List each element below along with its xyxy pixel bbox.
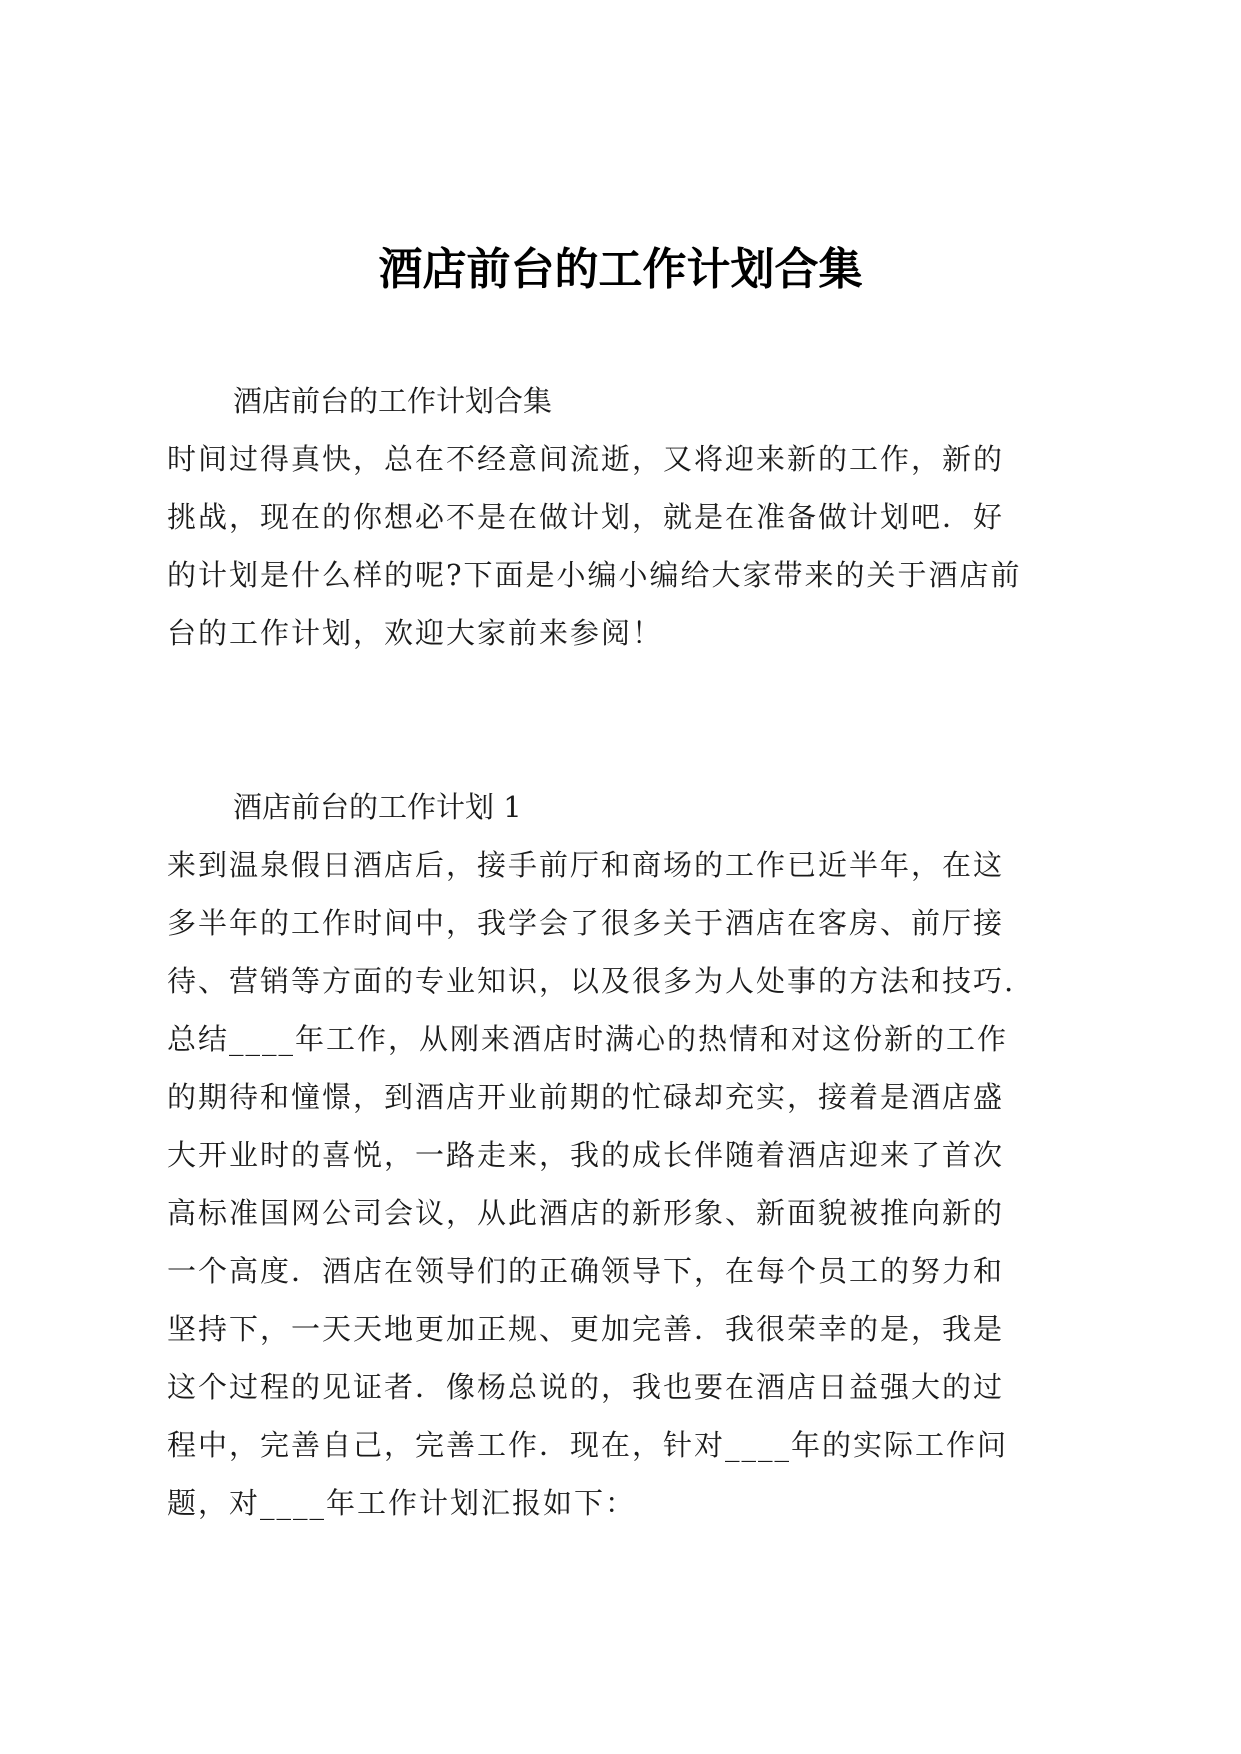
paragraph-line: 时间过得真快，总在不经意间流逝，又将迎来新的工作，新的 xyxy=(167,442,1005,476)
paragraph-line: 题，对____年工作计划汇报如下： xyxy=(167,1486,637,1520)
section-spacer xyxy=(167,662,1073,778)
paragraph-line: 高标准国网公司会议，从此酒店的新形象、新面貌被推向新的 xyxy=(167,1196,1005,1230)
section-heading: 酒店前台的工作计划 1 xyxy=(233,790,522,824)
document-body xyxy=(167,372,1073,1532)
paragraph-line: 总结____年工作，从刚来酒店时满心的热情和对这份新的工作 xyxy=(167,1022,1009,1056)
paragraph-line: 多半年的工作时间中，我学会了很多关于酒店在客房、前厅接 xyxy=(167,906,1005,940)
document-title: 酒店前台的工作计划合集 xyxy=(378,244,863,295)
paragraph-line: 来到温泉假日酒店后，接手前厅和商场的工作已近半年，在这 xyxy=(167,848,1005,882)
paragraph-line: 挑战，现在的你想必不是在做计划，就是在准备做计划吧．好 xyxy=(167,500,1005,534)
section-heading: 酒店前台的工作计划合集 xyxy=(233,384,553,418)
paragraph-line: 待、营销等方面的专业知识，以及很多为人处事的方法和技巧. xyxy=(167,964,1016,998)
paragraph-line: 坚持下，一天天地更加正规、更加完善．我很荣幸的是，我是 xyxy=(167,1312,1005,1346)
paragraph-line: 这个过程的见证者．像杨总说的，我也要在酒店日益强大的过 xyxy=(167,1370,1005,1404)
paragraph-line: 程中，完善自己，完善工作．现在，针对____年的实际工作问 xyxy=(167,1428,1009,1462)
paragraph-line: 台的工作计划，欢迎大家前来参阅！ xyxy=(167,616,664,650)
section-plan-1 xyxy=(167,778,1073,1532)
paragraph-line: 的计划是什么样的呢?下面是小编小编给大家带来的关于酒店前 xyxy=(167,558,1022,592)
paragraph-line: 的期待和憧憬，到酒店开业前期的忙碌却充实，接着是酒店盛 xyxy=(167,1080,1005,1114)
paragraph-line: 大开业时的喜悦，一路走来，我的成长伴随着酒店迎来了首次 xyxy=(167,1138,1005,1172)
paragraph-line: 一个高度．酒店在领导们的正确领导下，在每个员工的努力和 xyxy=(167,1254,1005,1288)
section-intro xyxy=(167,372,1073,662)
